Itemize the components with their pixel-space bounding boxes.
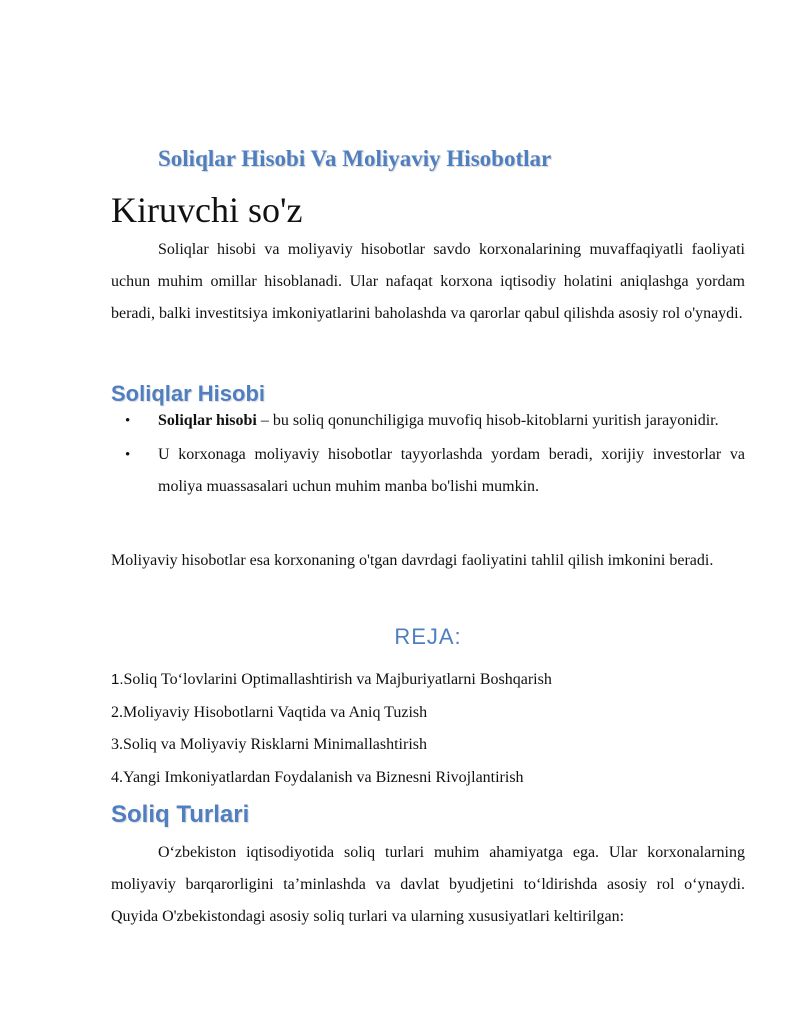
plan-heading: REJA:: [394, 624, 462, 649]
plan-list: [111, 664, 751, 794]
plan-item: [111, 697, 751, 730]
section2-paragraph: O‘zbekiston iqtisodiyotida soliq turlari muhim ahamiyatga ega. Ular korxonalarning moliyaviy barqarorligini ta’minlashda va davlat byudjetini to‘ldirishda asosiy rol o‘ynaydi. Quyida O'zbekistondagi asosiy soliq turlari va ularning xususiyatlari keltirilgan:: [111, 844, 745, 925]
plan-item-number: 2.: [111, 703, 123, 721]
bullet-icon: •: [125, 413, 131, 429]
plan-item-number: 4.: [111, 768, 123, 786]
list-item: [111, 439, 745, 503]
intro-paragraph: Soliqlar hisobi va moliyaviy hisobotlar savdo korxonalarining muvaffaqiyatli faoliyati uchun muhim omillar hisoblanadi. Ular nafaqat korxona iqtisodiy holatini aniqlashga yordam beradi, balki investitsiya imkoniyatlarini baholashda va qarorlar qabul qilishda asosiy rol o'ynaydi.: [111, 241, 745, 322]
bullet-text: U korxonaga moliyaviy hisobotlar tayyorlashda yordam beradi, xorijiy investorlar va moliya muassasalari uchun muhim manba bo'lishi mumkin.: [158, 446, 745, 495]
section1-paragraph: Moliyaviy hisobotlar esa korxonaning o'tgan davrdagi faoliyatini tahlil qilish imkonini beradi.: [111, 552, 714, 569]
plan-item: [111, 762, 751, 795]
bullet-bold-term: Soliqlar hisobi: [158, 412, 257, 429]
document-title: Soliqlar Hisobi Va Moliyaviy Hisobotlar: [158, 146, 552, 171]
plan-item-text: Soliq To‘lovlarini Optimallashtirish va Majburiyatlarni Boshqarish: [123, 671, 552, 688]
plan-item: [111, 729, 751, 762]
plan-item: [111, 664, 751, 697]
section-heading-soliq-turlari: Soliq Turlari: [111, 801, 250, 828]
bullet-icon: •: [125, 447, 131, 463]
plan-item-number: 3.: [111, 736, 123, 753]
plan-item-text: Moliyaviy Hisobotlarni Vaqtida va Aniq Tuzish: [123, 703, 428, 721]
intro-heading: Kiruvchi so'z: [111, 190, 303, 230]
plan-item-text: Yangi Imkoniyatlardan Foydalanish va Biznesni Rivojlantirish: [123, 768, 524, 786]
bullet-text: – bu soliq qonunchiligiga muvofiq hisob-kitoblarni yuritish jarayonidir.: [256, 412, 719, 429]
plan-item-number: 1.: [111, 671, 124, 688]
plan-item-text: Soliq va Moliyaviy Risklarni Minimallashtirish: [123, 736, 427, 753]
bullet-list: [111, 405, 745, 503]
list-item: [111, 405, 745, 437]
section-heading-soliqlar-hisobi: Soliqlar Hisobi: [111, 381, 266, 406]
